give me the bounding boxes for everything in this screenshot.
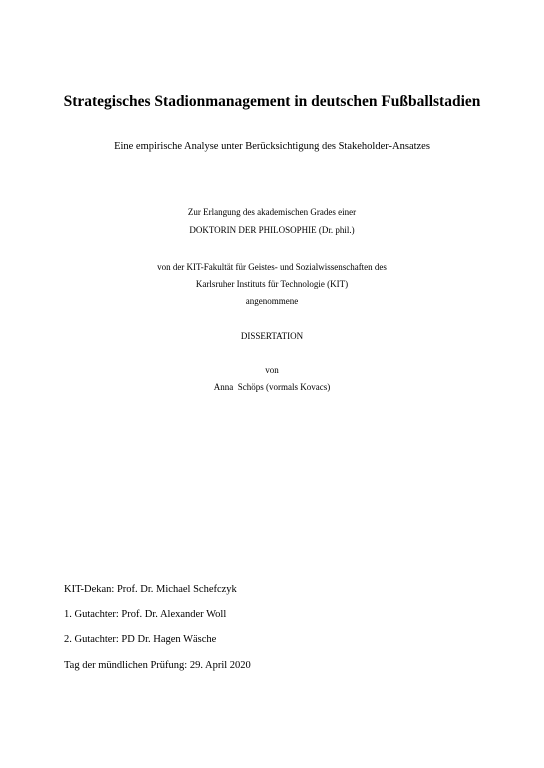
document-type: DISSERTATION [240, 331, 304, 341]
document-title: Strategisches Stadionmanagement in deutschen Fußballstadien [63, 93, 481, 110]
faculty-line-2: Karlsruher Instituts für Technologie (KIT) [195, 279, 349, 289]
degree-line-1: Zur Erlangung des akademischen Grades einer [187, 207, 357, 217]
reviewer-2-line: 2. Gutachter: PD Dr. Hagen Wäsche [64, 634, 217, 645]
faculty-line-1: von der KIT-Fakultät für Geistes- und Sozialwissenschaften des [157, 262, 387, 272]
dean-line: KIT-Dekan: Prof. Dr. Michael Schefczyk [64, 584, 237, 595]
degree-line-2: DOKTORIN DER PHILOSOPHIE (Dr. phil.) [189, 225, 355, 235]
by-label: von [265, 365, 279, 375]
reviewer-1-line: 1. Gutachter: Prof. Dr. Alexander Woll [64, 609, 227, 620]
faculty-line-3: angenommene [245, 296, 299, 306]
author-name: Anna Schöps (vormals Kovacs) [213, 382, 331, 392]
exam-date-line: Tag der mündlichen Prüfung: 29. April 2020 [64, 660, 251, 671]
document-subtitle: Eine empirische Analyse unter Berücksichtigung des Stakeholder-Ansatzes [114, 141, 430, 152]
